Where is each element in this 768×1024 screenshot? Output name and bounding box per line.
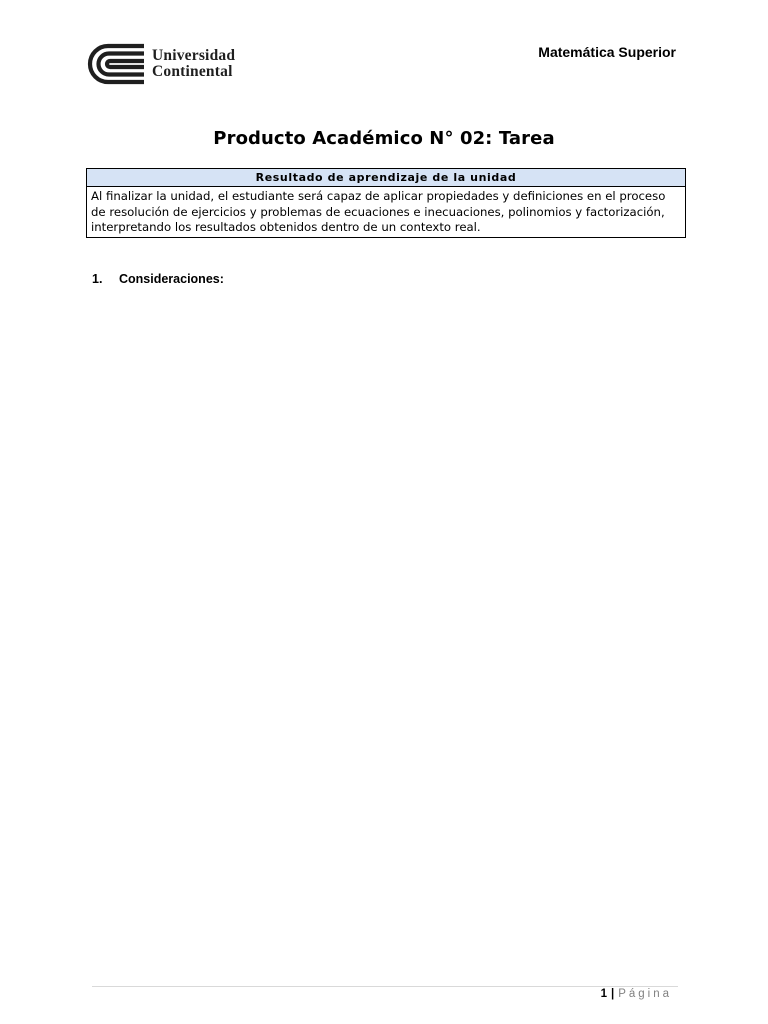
- footer-separator: |: [610, 988, 615, 1000]
- university-logo: [86, 42, 235, 86]
- document-title: Producto Académico N° 02: Tarea: [213, 128, 555, 149]
- table-header-cell: Resultado de aprendizaje de la unidad: [87, 169, 686, 187]
- section-number: 1.: [92, 272, 103, 286]
- page-label: Página: [618, 988, 672, 1000]
- page-number: 1: [600, 988, 607, 1000]
- section-title: Consideraciones:: [119, 272, 224, 286]
- table-row: [87, 187, 686, 238]
- learning-outcome-table: [86, 168, 686, 238]
- logo-line-2: Continental: [152, 63, 233, 80]
- course-name: Matemática Superior: [538, 44, 676, 60]
- learning-outcome-text: Al finalizar la unidad, el estudiante será capaz de aplicar propiedades y definiciones en el proceso de resolución de ejercicios y problemas de ecuaciones e inecuaciones, polinomios y factorización, interpretando los resultados obtenidos dentro de un contexto real.: [87, 187, 686, 238]
- logo-wordmark: [152, 48, 235, 80]
- logo-mark-icon: [86, 43, 146, 85]
- logo-line-1: Universidad: [152, 47, 236, 64]
- section-heading: [92, 272, 224, 286]
- footer-divider: [92, 986, 678, 987]
- page-footer: [601, 988, 672, 1000]
- table-header-row: [87, 169, 686, 187]
